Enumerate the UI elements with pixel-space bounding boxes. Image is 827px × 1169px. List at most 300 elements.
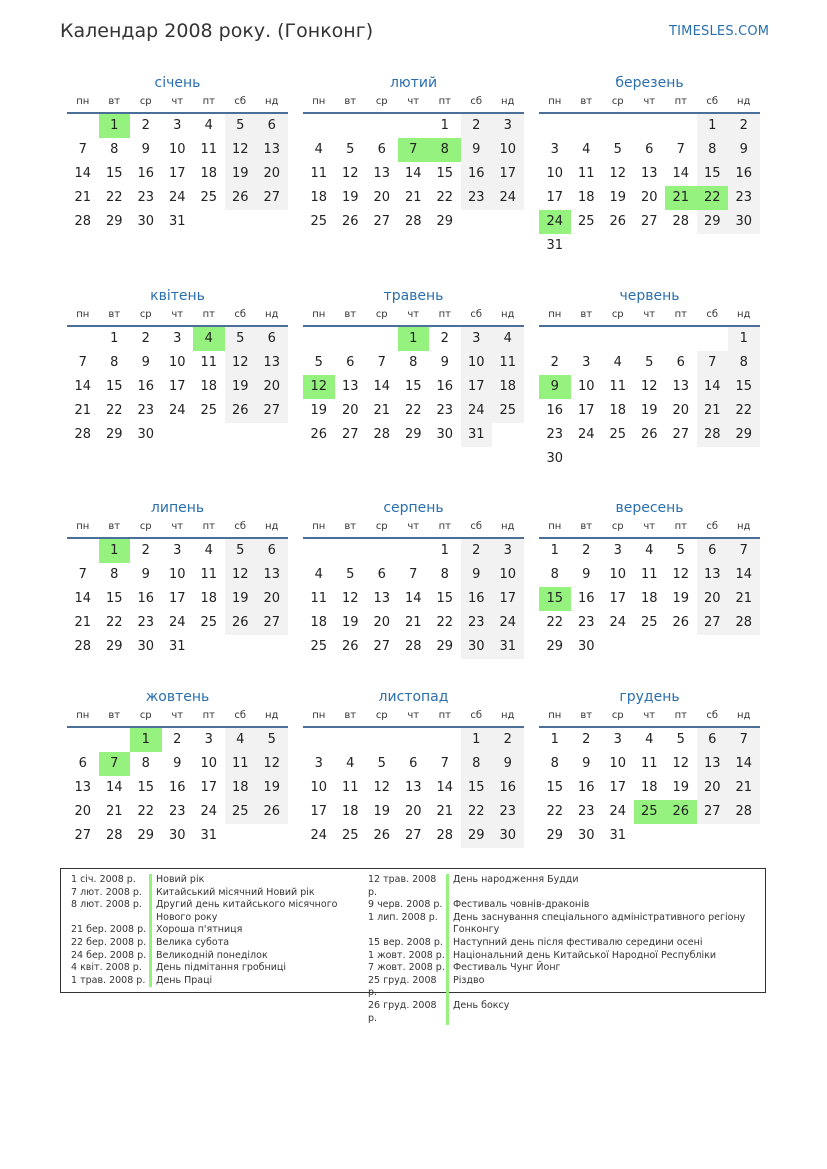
day-cell[interactable]: 12 — [225, 138, 257, 162]
day-cell[interactable]: 23 — [137, 403, 155, 418]
day-cell[interactable]: 29 — [105, 427, 123, 442]
day-cell[interactable]: 14 — [728, 752, 760, 776]
day-cell[interactable]: 10 — [461, 351, 493, 375]
day-cell[interactable]: 30 — [492, 824, 524, 848]
day-cell[interactable]: 13 — [341, 379, 359, 394]
day-cell[interactable]: 18 — [577, 190, 595, 205]
day-cell[interactable]: 17 — [546, 190, 564, 205]
day-cell[interactable]: 14 — [404, 591, 422, 606]
day-cell[interactable]: 21 — [74, 190, 92, 205]
day-cell[interactable]: 23 — [137, 190, 155, 205]
day-cell[interactable]: 3 — [613, 543, 622, 558]
day-cell[interactable]: 6 — [377, 142, 386, 157]
day-cell[interactable]: 31 — [200, 828, 218, 843]
day-cell[interactable]: 2 — [550, 355, 559, 370]
day-cell[interactable]: 12 — [609, 166, 627, 181]
day-cell[interactable]: 5 — [676, 543, 685, 558]
day-cell[interactable]: 12 — [672, 756, 690, 771]
day-cell[interactable]: 1 — [697, 114, 729, 138]
day-cell[interactable]: 24 — [310, 828, 328, 843]
day-cell[interactable]: 26 — [341, 214, 359, 229]
day-cell[interactable]: 6 — [697, 539, 729, 563]
day-cell[interactable]: 16 — [436, 379, 454, 394]
day-cell[interactable]: 1 — [110, 331, 119, 346]
day-cell[interactable]: 11 — [225, 752, 257, 776]
day-cell[interactable]: 13 — [697, 563, 729, 587]
day-cell[interactable]: 9 — [492, 752, 524, 776]
day-cell[interactable]: 27 — [74, 828, 92, 843]
day-cell[interactable]: 15 — [404, 379, 422, 394]
day-cell[interactable]: 17 — [609, 591, 627, 606]
day-cell[interactable]: 10 — [200, 756, 218, 771]
day-cell[interactable]: 9 — [582, 567, 591, 582]
day-cell[interactable]: 17 — [577, 403, 595, 418]
day-cell[interactable]: 16 — [137, 591, 155, 606]
day-cell[interactable]: 25 — [200, 190, 218, 205]
day-cell[interactable]: 3 — [173, 118, 182, 133]
day-cell[interactable]: 20 — [697, 776, 729, 800]
day-cell[interactable]: 6 — [346, 355, 355, 370]
day-cell[interactable]: 2 — [173, 732, 182, 747]
day-cell[interactable]: 21 — [436, 804, 454, 819]
day-cell[interactable]: 5 — [613, 142, 622, 157]
day-cell[interactable]: 22 — [728, 399, 760, 423]
day-cell[interactable]: 11 — [200, 355, 218, 370]
day-cell[interactable]: 13 — [404, 780, 422, 795]
day-cell[interactable]: 26 — [310, 427, 328, 442]
day-cell[interactable]: 25 — [577, 214, 595, 229]
day-cell[interactable]: 12 — [640, 379, 658, 394]
day-cell[interactable]: 1 — [99, 114, 131, 138]
day-cell[interactable]: 21 — [74, 615, 92, 630]
day-cell[interactable]: 15 — [539, 587, 571, 611]
day-cell[interactable]: 18 — [310, 190, 328, 205]
day-cell[interactable]: 13 — [373, 166, 391, 181]
day-cell[interactable]: 28 — [436, 828, 454, 843]
day-cell[interactable]: 22 — [105, 615, 123, 630]
day-cell[interactable]: 3 — [173, 543, 182, 558]
day-cell[interactable]: 7 — [377, 355, 386, 370]
day-cell[interactable]: 10 — [609, 756, 627, 771]
day-cell[interactable]: 26 — [225, 186, 257, 210]
day-cell[interactable]: 17 — [492, 587, 524, 611]
day-cell[interactable]: 9 — [173, 756, 182, 771]
day-cell[interactable]: 29 — [404, 427, 422, 442]
day-cell[interactable]: 1 — [130, 728, 162, 752]
day-cell[interactable]: 24 — [168, 615, 186, 630]
day-cell[interactable]: 26 — [672, 615, 690, 630]
day-cell[interactable]: 28 — [404, 639, 422, 654]
day-cell[interactable]: 8 — [110, 355, 119, 370]
day-cell[interactable]: 23 — [728, 186, 760, 210]
day-cell[interactable]: 10 — [168, 142, 186, 157]
day-cell[interactable]: 2 — [492, 728, 524, 752]
day-cell[interactable]: 19 — [310, 403, 328, 418]
day-cell[interactable]: 6 — [377, 567, 386, 582]
day-cell[interactable]: 24 — [200, 804, 218, 819]
day-cell[interactable]: 25 — [341, 828, 359, 843]
day-cell[interactable]: 23 — [492, 800, 524, 824]
day-cell[interactable]: 24 — [609, 804, 627, 819]
day-cell[interactable]: 20 — [74, 804, 92, 819]
day-cell[interactable]: 22 — [436, 615, 454, 630]
day-cell[interactable]: 20 — [640, 190, 658, 205]
day-cell[interactable]: 3 — [613, 732, 622, 747]
day-cell[interactable]: 7 — [99, 752, 131, 776]
day-cell[interactable]: 20 — [697, 587, 729, 611]
day-cell[interactable]: 24 — [492, 611, 524, 635]
day-cell[interactable]: 7 — [78, 355, 87, 370]
day-cell[interactable]: 29 — [546, 828, 564, 843]
day-cell[interactable]: 30 — [577, 639, 595, 654]
day-cell[interactable]: 6 — [78, 756, 87, 771]
day-cell[interactable]: 14 — [74, 166, 92, 181]
day-cell[interactable]: 23 — [461, 186, 493, 210]
day-cell[interactable]: 30 — [137, 214, 155, 229]
day-cell[interactable]: 24 — [461, 399, 493, 423]
day-cell[interactable]: 2 — [141, 118, 150, 133]
day-cell[interactable]: 9 — [582, 756, 591, 771]
day-cell[interactable]: 17 — [200, 780, 218, 795]
day-cell[interactable]: 3 — [582, 355, 591, 370]
day-cell[interactable]: 27 — [341, 427, 359, 442]
day-cell[interactable]: 1 — [398, 327, 430, 351]
day-cell[interactable]: 18 — [609, 403, 627, 418]
day-cell[interactable]: 12 — [303, 375, 335, 399]
day-cell[interactable]: 4 — [314, 567, 323, 582]
day-cell[interactable]: 30 — [436, 427, 454, 442]
day-cell[interactable]: 27 — [697, 611, 729, 635]
day-cell[interactable]: 22 — [436, 190, 454, 205]
day-cell[interactable]: 18 — [200, 379, 218, 394]
day-cell[interactable]: 27 — [404, 828, 422, 843]
day-cell[interactable]: 21 — [404, 190, 422, 205]
day-cell[interactable]: 11 — [492, 351, 524, 375]
day-cell[interactable]: 27 — [256, 399, 288, 423]
day-cell[interactable]: 23 — [577, 804, 595, 819]
day-cell[interactable]: 8 — [409, 355, 418, 370]
day-cell[interactable]: 27 — [697, 800, 729, 824]
day-cell[interactable]: 25 — [640, 615, 658, 630]
day-cell[interactable]: 7 — [676, 142, 685, 157]
day-cell[interactable]: 13 — [640, 166, 658, 181]
day-cell[interactable]: 7 — [728, 728, 760, 752]
day-cell[interactable]: 2 — [728, 114, 760, 138]
day-cell[interactable]: 5 — [346, 142, 355, 157]
day-cell[interactable]: 2 — [461, 539, 493, 563]
day-cell[interactable]: 14 — [373, 379, 391, 394]
day-cell[interactable]: 3 — [314, 756, 323, 771]
day-cell[interactable]: 18 — [492, 375, 524, 399]
day-cell[interactable]: 11 — [310, 591, 328, 606]
day-cell[interactable]: 5 — [645, 355, 654, 370]
day-cell[interactable]: 8 — [429, 138, 461, 162]
day-cell[interactable]: 26 — [225, 611, 257, 635]
day-cell[interactable]: 20 — [256, 587, 288, 611]
day-cell[interactable]: 26 — [609, 214, 627, 229]
day-cell[interactable]: 12 — [225, 351, 257, 375]
day-cell[interactable]: 18 — [200, 591, 218, 606]
day-cell[interactable]: 22 — [137, 804, 155, 819]
day-cell[interactable]: 8 — [141, 756, 150, 771]
day-cell[interactable]: 22 — [105, 190, 123, 205]
day-cell[interactable]: 2 — [141, 331, 150, 346]
day-cell[interactable]: 14 — [105, 780, 123, 795]
day-cell[interactable]: 15 — [697, 162, 729, 186]
day-cell[interactable]: 14 — [404, 166, 422, 181]
day-cell[interactable]: 11 — [609, 379, 627, 394]
day-cell[interactable]: 18 — [200, 166, 218, 181]
day-cell[interactable]: 27 — [672, 427, 690, 442]
day-cell[interactable]: 17 — [609, 780, 627, 795]
day-cell[interactable]: 14 — [697, 375, 729, 399]
day-cell[interactable]: 20 — [404, 804, 422, 819]
day-cell[interactable]: 14 — [672, 166, 690, 181]
day-cell[interactable]: 1 — [440, 118, 449, 133]
day-cell[interactable]: 9 — [539, 375, 571, 399]
day-cell[interactable]: 24 — [168, 190, 186, 205]
day-cell[interactable]: 28 — [74, 639, 92, 654]
day-cell[interactable]: 6 — [256, 539, 288, 563]
day-cell[interactable]: 10 — [609, 567, 627, 582]
day-cell[interactable]: 10 — [310, 780, 328, 795]
day-cell[interactable]: 11 — [640, 567, 658, 582]
day-cell[interactable]: 5 — [225, 539, 257, 563]
day-cell[interactable]: 9 — [141, 142, 150, 157]
day-cell[interactable]: 3 — [204, 732, 213, 747]
day-cell[interactable]: 10 — [168, 355, 186, 370]
day-cell[interactable]: 13 — [697, 752, 729, 776]
day-cell[interactable]: 23 — [168, 804, 186, 819]
day-cell[interactable]: 3 — [492, 539, 524, 563]
day-cell[interactable]: 8 — [550, 756, 559, 771]
day-cell[interactable]: 1 — [728, 327, 760, 351]
day-cell[interactable]: 15 — [436, 591, 454, 606]
day-cell[interactable]: 2 — [582, 732, 591, 747]
day-cell[interactable]: 13 — [256, 138, 288, 162]
day-cell[interactable]: 4 — [314, 142, 323, 157]
day-cell[interactable]: 8 — [440, 567, 449, 582]
day-cell[interactable]: 6 — [676, 355, 685, 370]
day-cell[interactable]: 29 — [436, 639, 454, 654]
day-cell[interactable]: 4 — [346, 756, 355, 771]
day-cell[interactable]: 29 — [436, 214, 454, 229]
day-cell[interactable]: 28 — [74, 427, 92, 442]
day-cell[interactable]: 30 — [546, 451, 564, 466]
day-cell[interactable]: 9 — [461, 138, 493, 162]
day-cell[interactable]: 19 — [672, 780, 690, 795]
day-cell[interactable]: 22 — [697, 186, 729, 210]
day-cell[interactable]: 24 — [168, 403, 186, 418]
day-cell[interactable]: 15 — [461, 776, 493, 800]
day-cell[interactable]: 5 — [225, 327, 257, 351]
day-cell[interactable]: 5 — [314, 355, 323, 370]
day-cell[interactable]: 8 — [728, 351, 760, 375]
day-cell[interactable]: 2 — [582, 543, 591, 558]
day-cell[interactable]: 25 — [200, 615, 218, 630]
day-cell[interactable]: 3 — [492, 114, 524, 138]
day-cell[interactable]: 7 — [409, 567, 418, 582]
day-cell[interactable]: 21 — [105, 804, 123, 819]
day-cell[interactable]: 16 — [461, 162, 493, 186]
day-cell[interactable]: 24 — [577, 427, 595, 442]
day-cell[interactable]: 13 — [672, 379, 690, 394]
day-cell[interactable]: 19 — [373, 804, 391, 819]
day-cell[interactable]: 12 — [256, 752, 288, 776]
day-cell[interactable]: 30 — [137, 427, 155, 442]
day-cell[interactable]: 7 — [78, 567, 87, 582]
day-cell[interactable]: 8 — [110, 142, 119, 157]
day-cell[interactable]: 28 — [672, 214, 690, 229]
day-cell[interactable]: 18 — [640, 591, 658, 606]
day-cell[interactable]: 15 — [546, 780, 564, 795]
day-cell[interactable]: 28 — [728, 800, 760, 824]
day-cell[interactable]: 4 — [645, 732, 654, 747]
day-cell[interactable]: 28 — [697, 423, 729, 447]
day-cell[interactable]: 11 — [200, 142, 218, 157]
day-cell[interactable]: 29 — [697, 210, 729, 234]
day-cell[interactable]: 16 — [137, 379, 155, 394]
day-cell[interactable]: 31 — [461, 423, 493, 447]
day-cell[interactable]: 6 — [697, 728, 729, 752]
day-cell[interactable]: 14 — [728, 563, 760, 587]
day-cell[interactable]: 19 — [341, 615, 359, 630]
day-cell[interactable]: 19 — [640, 403, 658, 418]
day-cell[interactable]: 30 — [137, 639, 155, 654]
day-cell[interactable]: 18 — [310, 615, 328, 630]
day-cell[interactable]: 26 — [341, 639, 359, 654]
day-cell[interactable]: 15 — [436, 166, 454, 181]
day-cell[interactable]: 6 — [645, 142, 654, 157]
day-cell[interactable]: 26 — [665, 800, 697, 824]
day-cell[interactable]: 8 — [550, 567, 559, 582]
day-cell[interactable]: 7 — [728, 539, 760, 563]
day-cell[interactable]: 4 — [204, 118, 213, 133]
day-cell[interactable]: 4 — [645, 543, 654, 558]
day-cell[interactable]: 26 — [640, 427, 658, 442]
day-cell[interactable]: 19 — [609, 190, 627, 205]
day-cell[interactable]: 9 — [141, 567, 150, 582]
day-cell[interactable]: 6 — [409, 756, 418, 771]
day-cell[interactable]: 10 — [492, 138, 524, 162]
day-cell[interactable]: 27 — [373, 214, 391, 229]
day-cell[interactable]: 5 — [256, 728, 288, 752]
day-cell[interactable]: 4 — [492, 327, 524, 351]
day-cell[interactable]: 17 — [168, 166, 186, 181]
day-cell[interactable]: 24 — [609, 615, 627, 630]
day-cell[interactable]: 12 — [225, 563, 257, 587]
day-cell[interactable]: 17 — [310, 804, 328, 819]
day-cell[interactable]: 10 — [577, 379, 595, 394]
day-cell[interactable]: 18 — [225, 776, 257, 800]
day-cell[interactable]: 2 — [440, 331, 449, 346]
day-cell[interactable]: 24 — [539, 210, 571, 234]
day-cell[interactable]: 5 — [225, 114, 257, 138]
day-cell[interactable]: 22 — [546, 804, 564, 819]
day-cell[interactable]: 31 — [492, 635, 524, 659]
day-cell[interactable]: 22 — [461, 800, 493, 824]
day-cell[interactable]: 29 — [728, 423, 760, 447]
day-cell[interactable]: 22 — [546, 615, 564, 630]
day-cell[interactable]: 3 — [173, 331, 182, 346]
day-cell[interactable]: 22 — [105, 403, 123, 418]
day-cell[interactable]: 1 — [461, 728, 493, 752]
day-cell[interactable]: 3 — [461, 327, 493, 351]
day-cell[interactable]: 17 — [461, 375, 493, 399]
day-cell[interactable]: 4 — [193, 327, 225, 351]
day-cell[interactable]: 6 — [256, 114, 288, 138]
day-cell[interactable]: 29 — [461, 824, 493, 848]
day-cell[interactable]: 20 — [672, 403, 690, 418]
day-cell[interactable]: 8 — [110, 567, 119, 582]
day-cell[interactable]: 13 — [256, 351, 288, 375]
day-cell[interactable]: 26 — [256, 800, 288, 824]
day-cell[interactable]: 30 — [461, 635, 493, 659]
day-cell[interactable]: 21 — [665, 186, 697, 210]
day-cell[interactable]: 30 — [577, 828, 595, 843]
day-cell[interactable]: 19 — [341, 190, 359, 205]
day-cell[interactable]: 26 — [373, 828, 391, 843]
day-cell[interactable]: 16 — [168, 780, 186, 795]
day-cell[interactable]: 11 — [310, 166, 328, 181]
day-cell[interactable]: 25 — [609, 427, 627, 442]
day-cell[interactable]: 19 — [225, 162, 257, 186]
day-cell[interactable]: 21 — [728, 776, 760, 800]
day-cell[interactable]: 19 — [225, 375, 257, 399]
day-cell[interactable]: 28 — [404, 214, 422, 229]
day-cell[interactable]: 16 — [461, 587, 493, 611]
day-cell[interactable]: 27 — [373, 639, 391, 654]
day-cell[interactable]: 17 — [168, 379, 186, 394]
day-cell[interactable]: 11 — [577, 166, 595, 181]
day-cell[interactable]: 26 — [225, 399, 257, 423]
day-cell[interactable]: 12 — [341, 166, 359, 181]
day-cell[interactable]: 15 — [137, 780, 155, 795]
day-cell[interactable]: 30 — [168, 828, 186, 843]
day-cell[interactable]: 13 — [74, 780, 92, 795]
day-cell[interactable]: 23 — [577, 615, 595, 630]
day-cell[interactable]: 28 — [105, 828, 123, 843]
day-cell[interactable]: 10 — [492, 563, 524, 587]
day-cell[interactable]: 5 — [676, 732, 685, 747]
day-cell[interactable]: 21 — [373, 403, 391, 418]
day-cell[interactable]: 3 — [550, 142, 559, 157]
day-cell[interactable]: 14 — [436, 780, 454, 795]
day-cell[interactable]: 23 — [436, 403, 454, 418]
day-cell[interactable]: 5 — [377, 756, 386, 771]
day-cell[interactable]: 27 — [640, 214, 658, 229]
day-cell[interactable]: 4 — [582, 142, 591, 157]
day-cell[interactable]: 29 — [105, 639, 123, 654]
day-cell[interactable]: 11 — [341, 780, 359, 795]
day-cell[interactable]: 11 — [200, 567, 218, 582]
day-cell[interactable]: 21 — [404, 615, 422, 630]
day-cell[interactable]: 1 — [440, 543, 449, 558]
day-cell[interactable]: 10 — [546, 166, 564, 181]
day-cell[interactable]: 15 — [105, 166, 123, 181]
day-cell[interactable]: 30 — [728, 210, 760, 234]
day-cell[interactable]: 8 — [461, 752, 493, 776]
day-cell[interactable]: 23 — [546, 427, 564, 442]
day-cell[interactable]: 6 — [256, 327, 288, 351]
day-cell[interactable]: 9 — [728, 138, 760, 162]
day-cell[interactable]: 14 — [74, 379, 92, 394]
day-cell[interactable]: 7 — [398, 138, 430, 162]
day-cell[interactable]: 16 — [577, 591, 595, 606]
day-cell[interactable]: 16 — [137, 166, 155, 181]
day-cell[interactable]: 28 — [373, 427, 391, 442]
day-cell[interactable]: 1 — [550, 543, 559, 558]
